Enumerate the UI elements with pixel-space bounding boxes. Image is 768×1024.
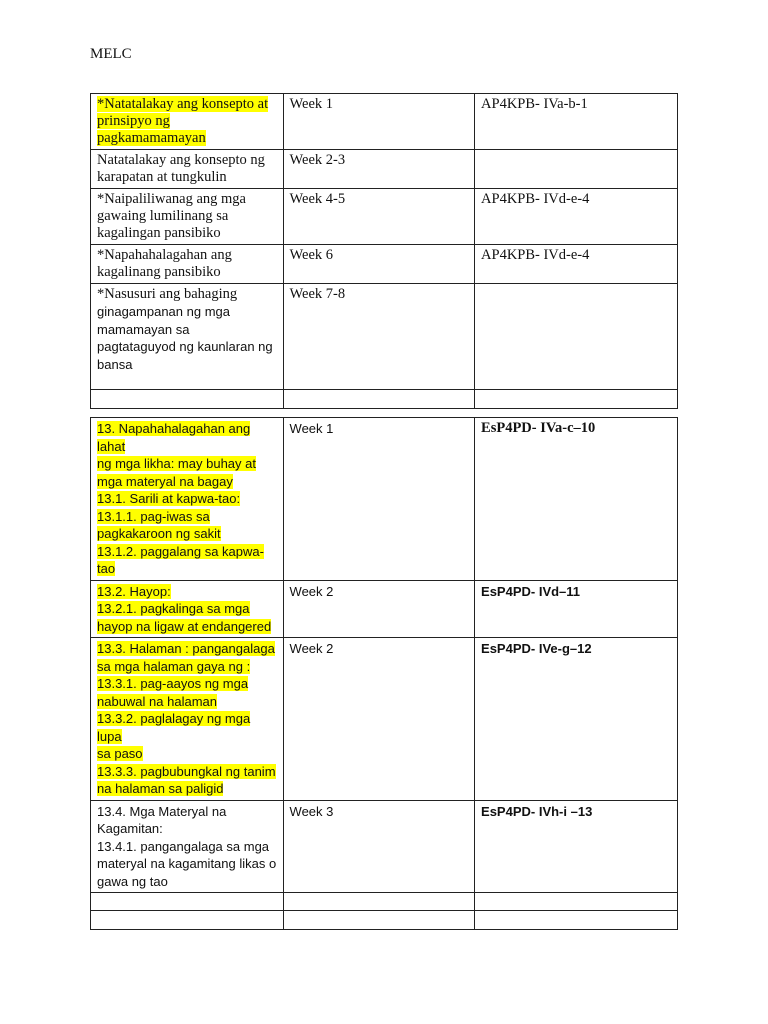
competency-line: sa mga halaman gaya ng : (97, 658, 251, 674)
competency-line: Kagamitan: (97, 821, 163, 836)
competency-line: 13.1.2. paggalang sa kapwa- (97, 543, 264, 559)
competency-line: na halaman sa paligid (97, 781, 224, 796)
empty-row (91, 893, 678, 911)
competency-line: mga materyal na bagay (97, 473, 233, 489)
table-row (91, 580, 678, 638)
competency-line: *Nasusuri ang bahaging (97, 286, 238, 302)
empty-row (91, 911, 678, 930)
competency-line: karapatan at tungkulin (97, 169, 227, 185)
document-title: MELC (90, 46, 132, 62)
competency-line: 13.3.2. paglalagay ng mga lupa (97, 711, 251, 744)
week-cell: Week 2 (283, 638, 475, 801)
competency-line: pagkamamamayan (97, 130, 206, 146)
week-cell: Week 4-5 (283, 189, 475, 245)
competency-line: mamamayan sa (97, 321, 190, 337)
competency-line: sa paso (97, 746, 143, 761)
table-row (91, 638, 678, 801)
empty-cell (91, 911, 284, 930)
competency-line: kagalingan pansibiko (97, 225, 221, 241)
competency-line: prinsipyo ng (97, 113, 170, 129)
table-row (91, 94, 678, 150)
code-cell: AP4KPB- IVa-b-1 (475, 94, 678, 150)
empty-cell (91, 390, 284, 409)
competency-line: *Natatalakay ang konsepto at (97, 96, 269, 112)
week-cell: Week 3 (283, 800, 475, 893)
competency-line: *Napahahalagahan ang (97, 247, 232, 263)
competency-line: gawa ng tao (97, 873, 168, 889)
competency-cell (91, 800, 284, 893)
empty-cell (283, 893, 475, 911)
competency-cell (91, 245, 284, 284)
competency-line: 13.4.1. pangangalaga sa mga (97, 838, 270, 854)
empty-cell (475, 390, 678, 409)
code-cell: EsP4PD- IVh-i –13 (475, 800, 678, 893)
table-row (91, 418, 678, 581)
competency-cell (91, 418, 284, 581)
competency-line: 13.2.1. pagkalinga sa mga (97, 601, 250, 616)
competency-line: Natatalakay ang konsepto ng (97, 152, 265, 168)
competency-line: tao (97, 561, 116, 576)
melc-table-esp (90, 417, 678, 930)
empty-cell (475, 911, 678, 930)
competency-line: hayop na ligaw at endangered (97, 618, 272, 634)
competency-line: 13.3.3. pagbubungkal ng tanim (97, 763, 276, 779)
code-cell: EsP4PD- IVe-g–12 (475, 638, 678, 801)
competency-cell (91, 189, 284, 245)
competency-line: 13.1.1. pag-iwas sa (97, 508, 210, 524)
table-row (91, 245, 678, 284)
code-cell (475, 284, 678, 390)
competency-line: 13.3. Halaman : pangangalaga (97, 641, 275, 656)
table-row (91, 284, 678, 390)
week-cell: Week 6 (283, 245, 475, 284)
competency-line: 13. Napahahalagahan ang lahat (97, 421, 251, 454)
competency-line: bansa (97, 356, 133, 372)
competency-line: 13.2. Hayop: (97, 583, 171, 599)
competency-cell (91, 580, 284, 638)
code-cell: AP4KPB- IVd-e-4 (475, 189, 678, 245)
table-row (91, 150, 678, 189)
competency-line: *Naipaliliwanag ang mga (97, 191, 246, 207)
week-cell: Week 1 (283, 418, 475, 581)
week-cell: Week 7-8 (283, 284, 475, 390)
table-row (91, 189, 678, 245)
table-row (91, 800, 678, 893)
competency-line: ginagampanan ng mga (97, 304, 230, 319)
code-cell (475, 150, 678, 189)
empty-cell (91, 893, 284, 911)
competency-cell (91, 150, 284, 189)
competency-line: nabuwal na halaman (97, 693, 217, 709)
competency-line: 13.4. Mga Materyal na (97, 803, 227, 819)
code-cell: EsP4PD- IVd–11 (475, 580, 678, 638)
competency-line: pagtataguyod ng kaunlaran ng (97, 339, 273, 354)
week-cell: Week 2-3 (283, 150, 475, 189)
competency-line: gawaing lumilinang sa (97, 208, 229, 224)
week-cell: Week 2 (283, 580, 475, 638)
competency-line: materyal na kagamitang likas o (97, 856, 277, 871)
competency-cell (91, 94, 284, 150)
empty-cell (283, 911, 475, 930)
competency-line: 13.3.1. pag-aayos ng mga (97, 676, 249, 691)
melc-table-araling-panlipunan (90, 93, 678, 409)
competency-cell (91, 284, 284, 390)
code-cell: AP4KPB- IVd-e-4 (475, 245, 678, 284)
competency-line: kagalinang pansibiko (97, 264, 221, 280)
empty-cell (283, 390, 475, 409)
code-cell: EsP4PD- IVa-c–10 (475, 418, 678, 581)
competency-line: ng mga likha: may buhay at (97, 456, 256, 471)
empty-cell (475, 893, 678, 911)
week-cell: Week 1 (283, 94, 475, 150)
competency-line: 13.1. Sarili at kapwa-tao: (97, 491, 241, 506)
empty-row (91, 390, 678, 409)
competency-cell (91, 638, 284, 801)
competency-line: pagkakaroon ng sakit (97, 526, 221, 541)
